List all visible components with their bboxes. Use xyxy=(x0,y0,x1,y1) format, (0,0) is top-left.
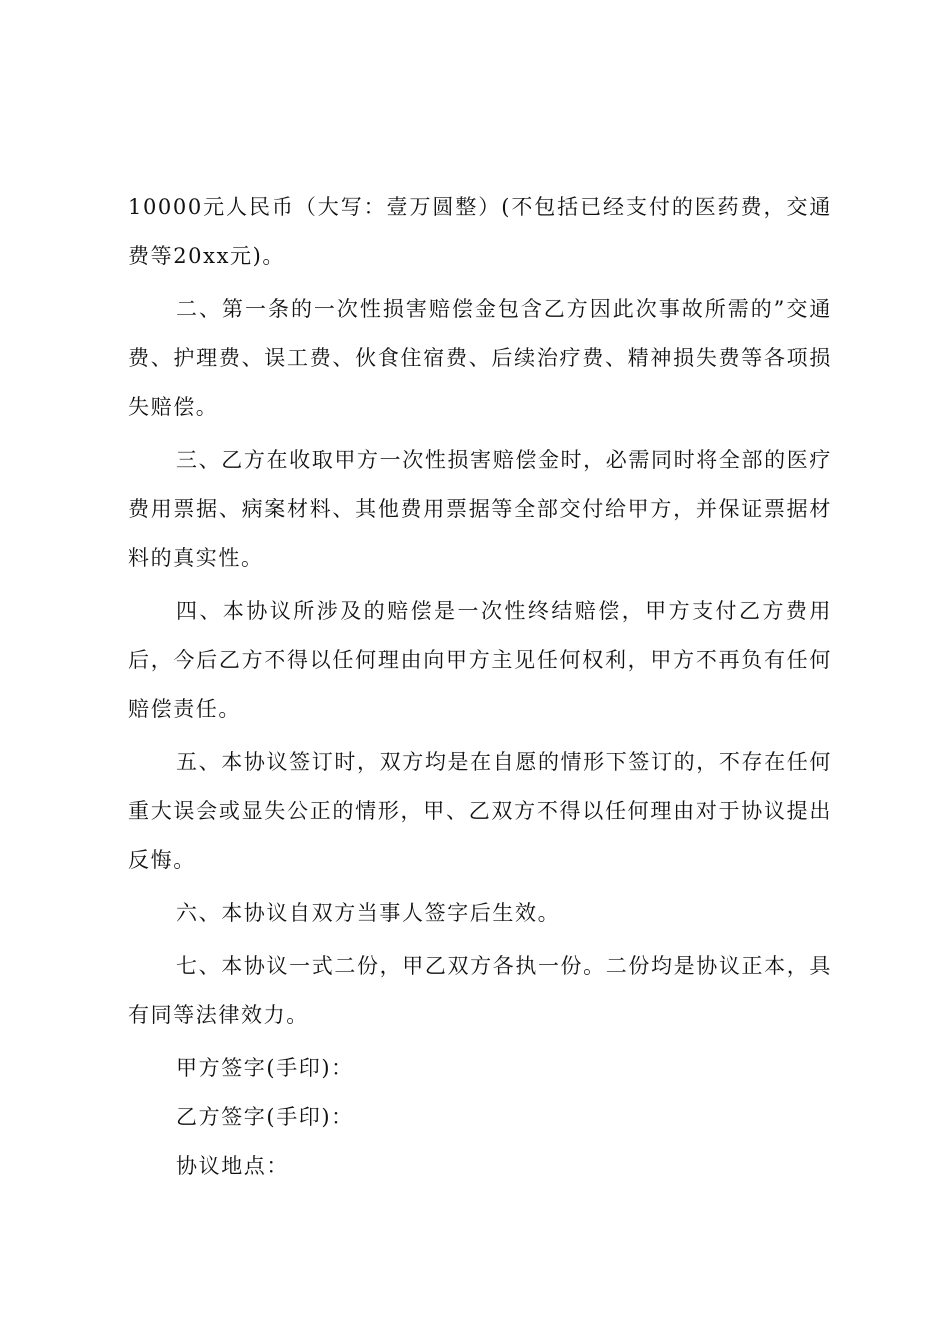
paragraph-clause-3: 三、乙方在收取甲方一次性损害赔偿金时，必需同时将全部的医疗费用票据、病案材料、其他费用票据等全部交付给甲方，并保证票据材料的真实性。 xyxy=(128,448,832,570)
signature-party-b: 乙方签字(手印)： xyxy=(176,1105,354,1129)
agreement-location: 协议地点： xyxy=(176,1154,289,1178)
paragraph-clause-6: 六、本协议自双方当事人签字后生效。 xyxy=(176,901,561,925)
paragraph-clause-2: 二、第一条的一次性损害赔偿金包含乙方因此次事故所需的”交通费、护理费、误工费、伙食住宿费、后续治疗费、精神损失费等各项损失赔偿。 xyxy=(128,297,832,419)
paragraph-continuation: 10000元人民币（大写：壹万圆整）(不包括已经支付的医药费，交通费等20xx元)。 xyxy=(128,195,832,268)
paragraph-clause-4: 四、本协议所涉及的赔偿是一次性终结赔偿，甲方支付乙方费用后，今后乙方不得以任何理由向甲方主见任何权利，甲方不再负有任何赔偿责任。 xyxy=(128,599,832,721)
document-body xyxy=(128,183,832,1191)
paragraph-clause-7: 七、本协议一式二份，甲乙双方各执一份。二份均是协议正本，具有同等法律效力。 xyxy=(128,954,832,1027)
signature-party-a: 甲方签字(手印)： xyxy=(176,1056,354,1080)
paragraph-clause-5: 五、本协议签订时，双方均是在自愿的情形下签订的，不存在任何重大误会或显失公正的情形，甲、乙双方不得以任何理由对于协议提出反悔。 xyxy=(128,750,832,872)
